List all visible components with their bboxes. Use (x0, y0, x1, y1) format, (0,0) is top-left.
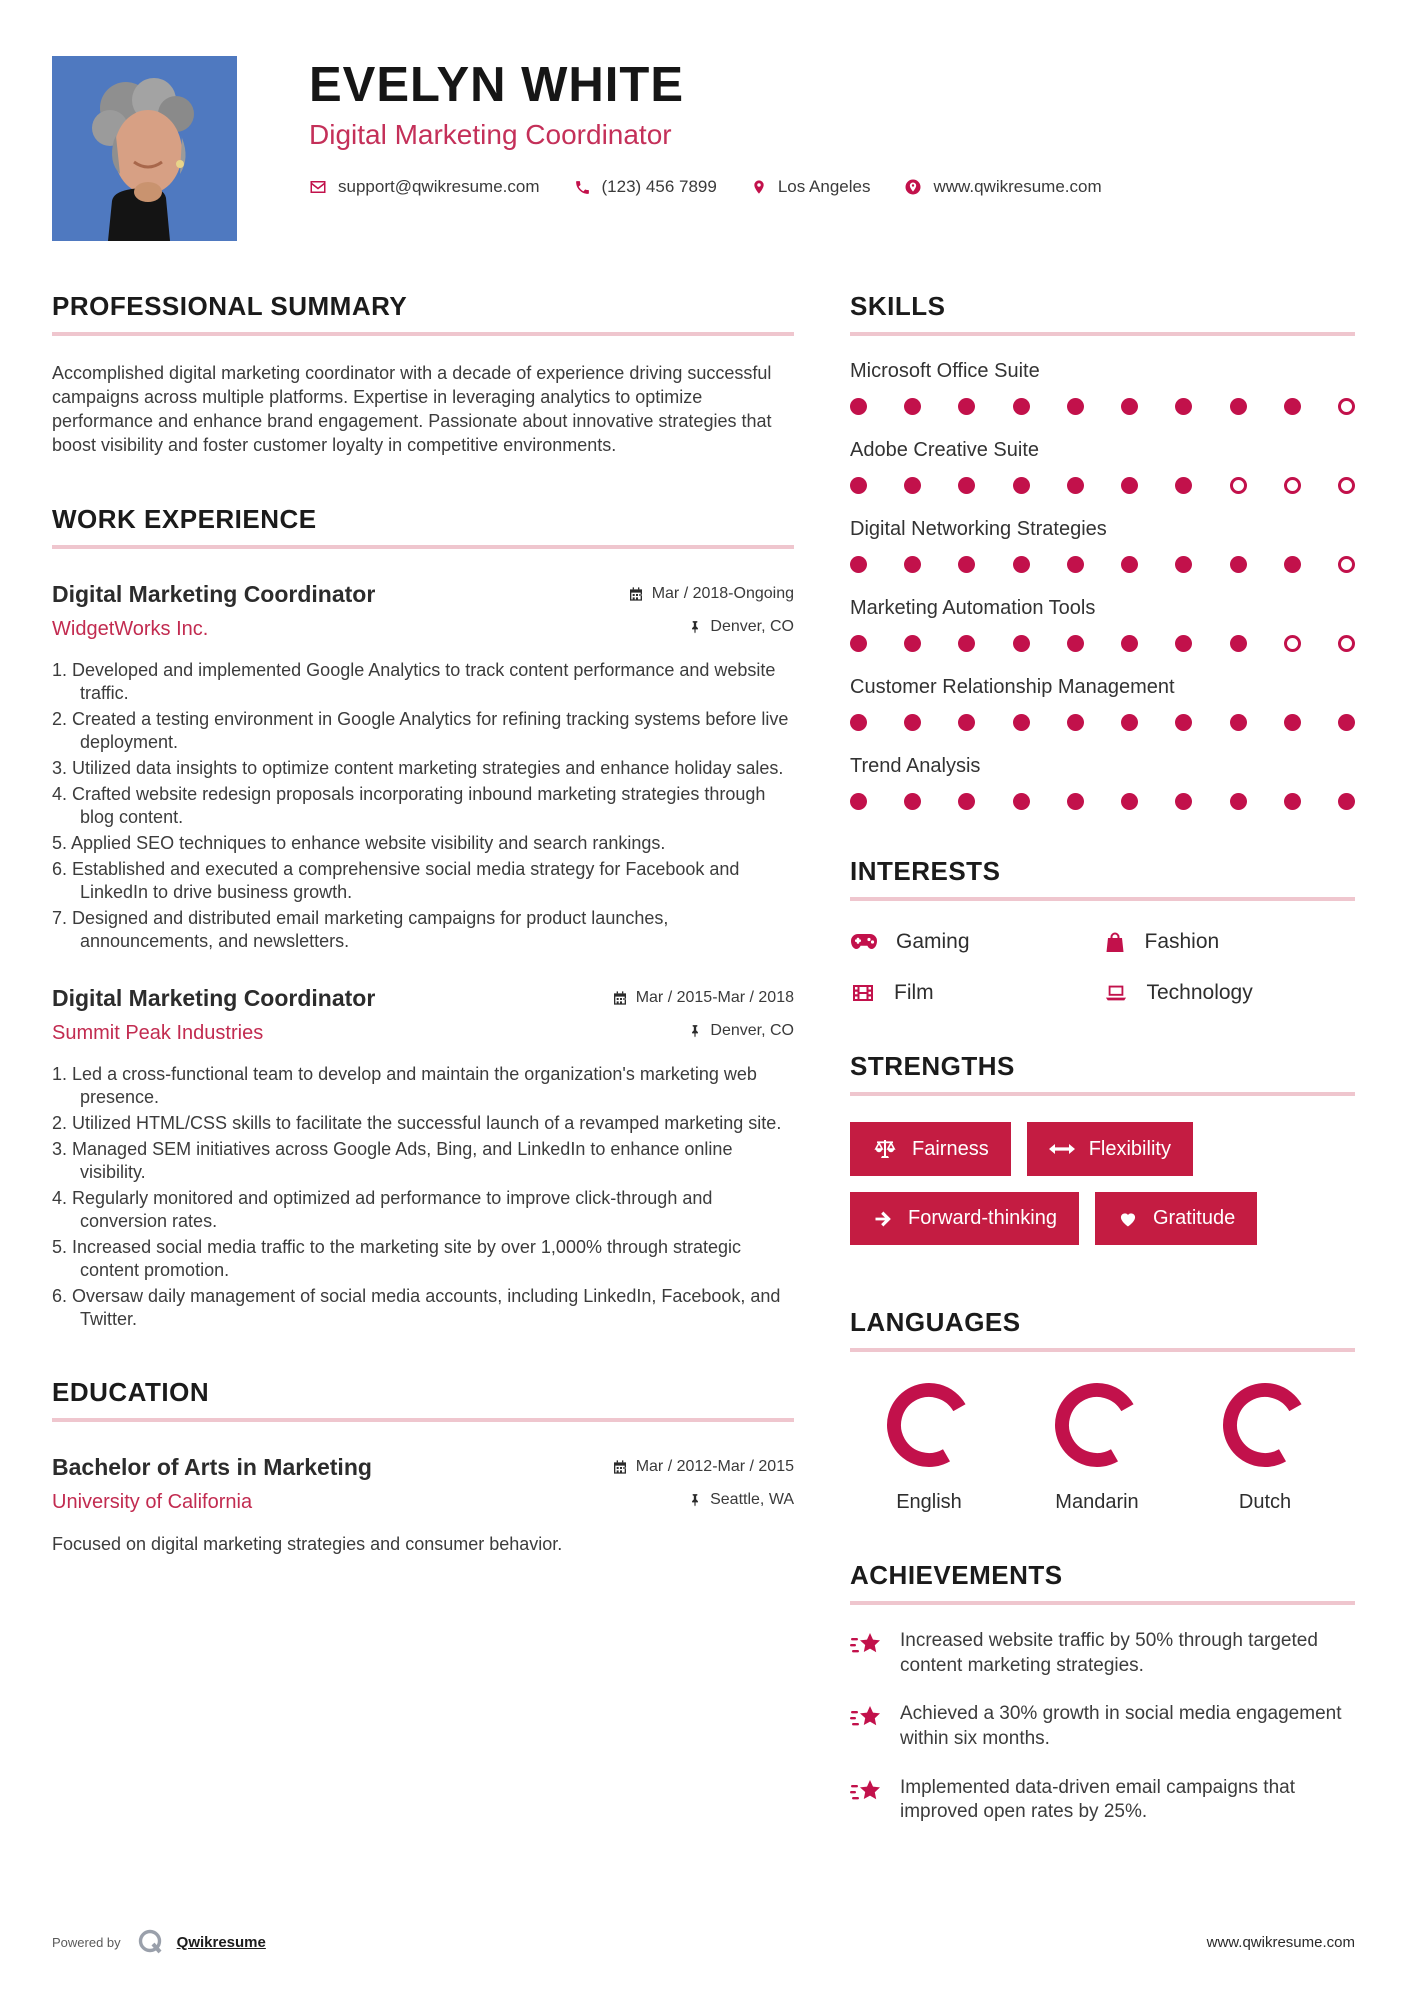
section-strengths (850, 1051, 1355, 1261)
education-location-text: Seattle, WA (710, 1491, 794, 1509)
strength-badge (850, 1122, 1011, 1176)
language-donut (1222, 1382, 1308, 1473)
resume-header (52, 56, 1355, 241)
section-achievements (850, 1560, 1355, 1825)
skill-dot (850, 793, 867, 810)
strength-badge (850, 1192, 1079, 1245)
skill-dot (904, 477, 921, 494)
interest-label: Technology (1146, 981, 1253, 1004)
contact-item (309, 177, 540, 197)
skill-dot (850, 477, 867, 494)
achievement-text: Implemented data-driven email campaigns that improved open rates by 25%. (900, 1776, 1295, 1823)
job-title-subheading: Digital Marketing Coordinator (309, 119, 672, 151)
school-name: University of California (52, 1491, 253, 1514)
job-location (688, 1022, 794, 1040)
section-divider (850, 1348, 1355, 1352)
skill-name: Microsoft Office Suite (850, 360, 1040, 382)
contact-item (574, 177, 717, 197)
skill-dot (1013, 635, 1030, 652)
strength-label: Gratitude (1152, 1207, 1236, 1229)
content-columns (52, 291, 1355, 1825)
skill-rating (850, 714, 1355, 731)
section-education (52, 1377, 794, 1555)
job-entry (52, 581, 794, 953)
skill-dot (1338, 398, 1355, 415)
skill-name: Customer Relationship Management (850, 676, 1175, 698)
job-header (52, 985, 794, 1012)
language-donut (886, 1382, 972, 1473)
job-date (612, 989, 794, 1007)
achievement-item (850, 1702, 1355, 1751)
strengths-list (850, 1122, 1355, 1261)
skill-dot (1013, 477, 1030, 494)
job-duty-item: Crafted website redesign proposals incorporating inbound marketing strategies through blog content. (72, 783, 766, 827)
envelope-icon (309, 178, 327, 196)
film-icon (850, 981, 876, 1005)
skill-dot (958, 793, 975, 810)
shooting-star-icon (850, 1704, 884, 1734)
interest-label: Fashion (1144, 930, 1220, 953)
section-heading: STRENGTHS (850, 1051, 1015, 1081)
skill-dot (1121, 398, 1138, 415)
globe-pin-icon (904, 178, 922, 196)
achievements-list (850, 1629, 1355, 1825)
contact-text: www.qwikresume.com (933, 177, 1102, 197)
skill-dot (1284, 556, 1301, 573)
section-heading: WORK EXPERIENCE (52, 503, 317, 534)
shooting-star-icon (850, 1631, 884, 1661)
strength-badge (1095, 1192, 1257, 1245)
skill-dot (1338, 714, 1355, 731)
skill-dot (850, 398, 867, 415)
skill-dot (1175, 477, 1192, 494)
job-entry (52, 985, 794, 1331)
section-skills (850, 291, 1355, 810)
job-duty-item: Oversaw daily management of social media accounts, including LinkedIn, Facebook, and Twitter. (72, 1286, 781, 1330)
job-header (52, 581, 794, 608)
skill-dot (1338, 635, 1355, 652)
qwikresume-logo-icon (137, 1928, 165, 1956)
skill-dot (1284, 477, 1301, 494)
jobs-list (52, 581, 794, 1332)
skill-dot (958, 556, 975, 573)
job-duties (52, 659, 794, 953)
job-duty-item: Utilized data insights to optimize content marketing strategies and enhance holiday sales. (72, 757, 784, 778)
achievement-item (850, 1629, 1355, 1678)
language-item (850, 1382, 1008, 1514)
shopping-bag-icon (1103, 929, 1127, 955)
skill-dot (1013, 714, 1030, 731)
job-duty-item: Utilized HTML/CSS skills to facilitate the successful launch of a revamped marketing site. (72, 1113, 782, 1134)
job-location-text: Denver, CO (710, 1022, 794, 1040)
job-duty-item: Increased social media traffic to the marketing site by over 1,000% through strategic content promotion. (72, 1237, 742, 1281)
contact-item (904, 177, 1101, 197)
section-heading: EDUCATION (52, 1377, 210, 1408)
interest-label: Gaming (896, 930, 970, 953)
strength-label: Flexibility (1088, 1137, 1171, 1160)
summary-text: Accomplished digital marketing coordinator with a decade of experience driving successful campaigns across multiple platforms. Expertise in leveraging analytics to optimize performance and enhance brand engagement. Passionate about innovative strategies that boost visibility and foster customer loyalty in competitive environments. (52, 363, 772, 455)
arrow-right-icon (872, 1209, 894, 1229)
skill-rating (850, 477, 1355, 494)
section-divider (850, 1092, 1355, 1096)
skill-dot (1013, 398, 1030, 415)
section-divider (850, 897, 1355, 901)
job-duty-item: Managed SEM initiatives across Google Ads, Bing, and LinkedIn to enhance online visibility. (72, 1139, 733, 1183)
section-heading: LANGUAGES (850, 1307, 1021, 1337)
degree-title: Bachelor of Arts in Marketing (52, 1454, 372, 1481)
education-date-text: Mar / 2012-Mar / 2015 (635, 1458, 794, 1476)
interest-item (850, 981, 1103, 1005)
job-duty-item: Regularly monitored and optimized ad performance to improve click-through and conversion rates. (72, 1188, 713, 1232)
skill-dot (904, 714, 921, 731)
laptop-icon (1103, 982, 1129, 1004)
skill-dot (958, 398, 975, 415)
scales-icon (872, 1137, 898, 1161)
contact-text: Los Angeles (777, 177, 871, 197)
job-date-text: Mar / 2018-Ongoing (651, 584, 794, 602)
pushpin-icon (688, 1023, 702, 1039)
skill-dot (1175, 714, 1192, 731)
skills-list (850, 360, 1355, 810)
job-subheader (52, 618, 794, 641)
skill-dot (1230, 714, 1247, 731)
skill-dot (904, 398, 921, 415)
skill-dot (1338, 793, 1355, 810)
footer-website-url: www.qwikresume.com (1206, 1933, 1355, 1951)
skill-rating (850, 556, 1355, 573)
skill-dot (1067, 635, 1084, 652)
interest-item (1103, 981, 1356, 1005)
interests-grid (850, 929, 1355, 1005)
skill-dot (1230, 635, 1247, 652)
section-divider (52, 1418, 794, 1422)
section-languages (850, 1307, 1355, 1514)
education-location (688, 1491, 794, 1509)
interest-item (1103, 929, 1356, 955)
section-divider (52, 545, 794, 549)
contact-text: support@qwikresume.com (338, 177, 540, 197)
skill-name: Adobe Creative Suite (850, 439, 1040, 461)
skill-dot (1067, 793, 1084, 810)
skill-dot (850, 714, 867, 731)
skill-dot (1175, 398, 1192, 415)
skill-dot (1175, 793, 1192, 810)
education-note: Focused on digital marketing strategies and consumer behavior. (52, 1534, 563, 1555)
skill-dot (1284, 398, 1301, 415)
section-heading: INTERESTS (850, 856, 1001, 886)
skill-dot (958, 714, 975, 731)
skill-dot (1175, 635, 1192, 652)
job-location-text: Denver, CO (710, 617, 794, 635)
right-column (850, 291, 1355, 1825)
contact-row (309, 177, 1136, 197)
page-title: EVELYN WHITE (309, 58, 685, 112)
skill-dot (1338, 556, 1355, 573)
contact-item (751, 177, 871, 197)
strength-label: Fairness (912, 1137, 989, 1160)
skill-dot (1230, 556, 1247, 573)
portrait-illustration (52, 56, 237, 241)
skill-dot (1121, 793, 1138, 810)
section-interests (850, 856, 1355, 1005)
section-professional-summary (52, 291, 794, 458)
skill-dot (1121, 635, 1138, 652)
job-duty-item: Designed and distributed email marketing campaigns for product launches, announcements, and newsletters. (72, 908, 669, 952)
shooting-star-icon (850, 1778, 884, 1808)
section-heading: ACHIEVEMENTS (850, 1560, 1063, 1590)
heart-icon (1117, 1209, 1139, 1229)
education-date (612, 1458, 794, 1476)
company-name: Summit Peak Industries (52, 1022, 264, 1045)
job-duty-item: Established and executed a comprehensive social media strategy for Facebook and LinkedIn to drive business growth. (72, 859, 740, 903)
skill-dot (1067, 556, 1084, 573)
skill-name: Marketing Automation Tools (850, 597, 1096, 619)
skill-dot (1013, 793, 1030, 810)
achievement-text: Achieved a 30% growth in social media engagement within six months. (900, 1703, 1342, 1750)
skill-rating (850, 398, 1355, 415)
strength-label: Forward-thinking (908, 1207, 1057, 1229)
section-divider (850, 332, 1355, 336)
phone-icon (574, 179, 591, 196)
interest-item (850, 929, 1103, 955)
job-title: Digital Marketing Coordinator (52, 580, 376, 607)
job-date-text: Mar / 2015-Mar / 2018 (635, 989, 794, 1007)
section-divider (52, 332, 794, 336)
skill-rating (850, 793, 1355, 810)
skill-rating (850, 635, 1355, 652)
language-label: Dutch (1238, 1491, 1292, 1513)
job-duty-item: Applied SEO techniques to enhance website visibility and search rankings. (71, 832, 666, 853)
language-label: English (896, 1491, 962, 1513)
skill-dot (1067, 477, 1084, 494)
job-duties (52, 1063, 794, 1331)
contact-text: (123) 456 7899 (601, 177, 717, 197)
language-item (1018, 1382, 1176, 1514)
skill-dot (850, 556, 867, 573)
gamepad-icon (850, 931, 878, 953)
job-location (688, 618, 794, 636)
strength-badge (1027, 1122, 1193, 1176)
company-name: WidgetWorks Inc. (52, 617, 209, 640)
calendar-icon (612, 990, 628, 1006)
skill-dot (904, 635, 921, 652)
job-duty-item: Developed and implemented Google Analytics to track content performance and website traffic. (72, 659, 776, 703)
arrows-left-right-icon (1049, 1140, 1075, 1158)
calendar-icon (612, 1459, 628, 1475)
skill-name: Digital Networking Strategies (850, 518, 1107, 540)
job-title: Digital Marketing Coordinator (52, 985, 376, 1012)
left-column (52, 291, 794, 1825)
language-label: Mandarin (1055, 1491, 1139, 1513)
language-item (1186, 1382, 1344, 1514)
achievement-text: Increased website traffic by 50% through targeted content marketing strategies. (900, 1630, 1318, 1676)
skill-dot (1284, 793, 1301, 810)
job-subheader (52, 1022, 794, 1045)
section-heading: PROFESSIONAL SUMMARY (52, 291, 408, 321)
skill-dot (958, 635, 975, 652)
section-divider (850, 1601, 1355, 1605)
language-donut (1054, 1382, 1140, 1473)
skill-dot (1067, 398, 1084, 415)
skill-dot (1284, 714, 1301, 731)
skill-dot (1121, 477, 1138, 494)
skill-dot (1121, 714, 1138, 731)
skill-dot (1338, 477, 1355, 494)
skill-dot (850, 635, 867, 652)
pushpin-icon (688, 619, 702, 635)
page-footer (52, 1928, 1355, 1956)
skill-dot (1230, 477, 1247, 494)
header-text (309, 56, 1136, 197)
profile-photo (52, 56, 237, 241)
qwikresume-link[interactable]: Qwikresume (176, 1933, 266, 1951)
skill-dot (958, 477, 975, 494)
job-duty-item: Created a testing environment in Google Analytics for refining tracking systems before live deployment. (72, 708, 789, 752)
education-entry (52, 1454, 794, 1555)
interest-label: Film (894, 981, 934, 1004)
job-duty-item: Led a cross-functional team to develop and maintain the organization's marketing web presence. (72, 1064, 757, 1108)
location-pin-icon (751, 178, 767, 196)
skill-dot (904, 556, 921, 573)
section-heading: SKILLS (850, 291, 946, 321)
achievement-item (850, 1776, 1355, 1825)
skill-dot (1121, 556, 1138, 573)
skill-dot (1175, 556, 1192, 573)
skill-name: Trend Analysis (850, 755, 981, 777)
skill-dot (1067, 714, 1084, 731)
section-work-experience (52, 504, 794, 1332)
languages-row (850, 1382, 1355, 1514)
skill-dot (904, 793, 921, 810)
skill-dot (1230, 398, 1247, 415)
skill-dot (1230, 793, 1247, 810)
skill-dot (1284, 635, 1301, 652)
powered-by-label: Powered by (52, 1934, 121, 1950)
pushpin-icon (688, 1492, 702, 1508)
job-date (628, 585, 794, 603)
skill-dot (1013, 556, 1030, 573)
calendar-icon (628, 586, 644, 602)
